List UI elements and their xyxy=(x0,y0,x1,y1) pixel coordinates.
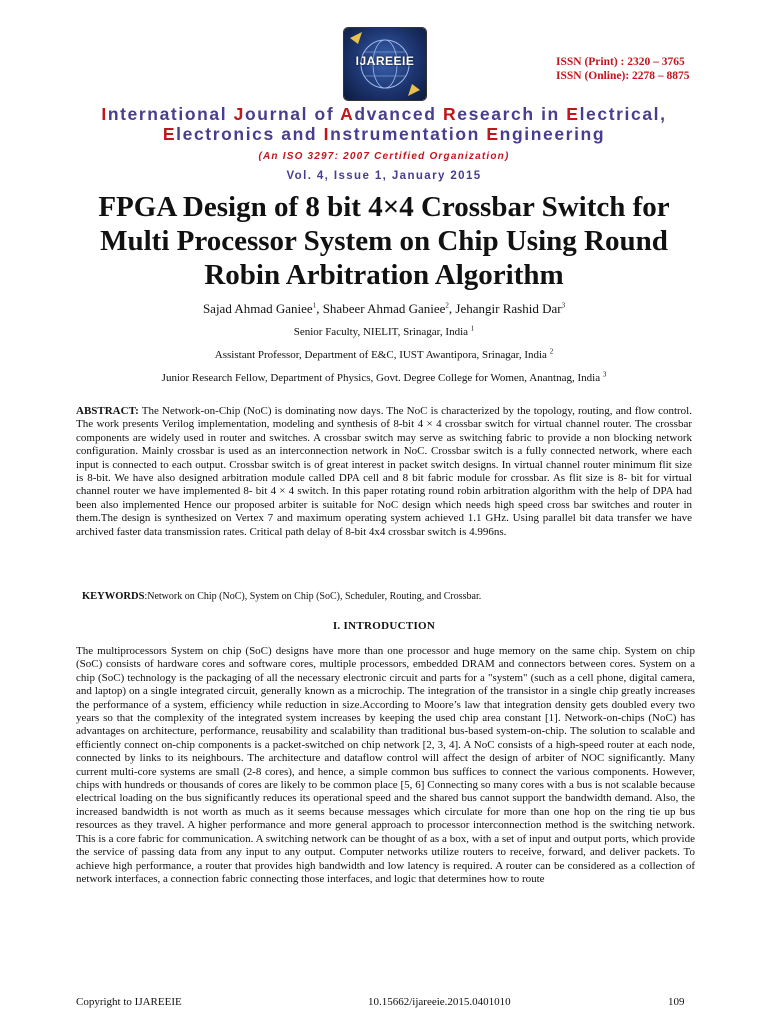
paper-title-line: FPGA Design of 8 bit 4×4 Crossbar Switch for xyxy=(98,191,670,223)
keywords xyxy=(82,591,698,603)
paper-title-line: Multi Processor System on Chip Using Round xyxy=(100,225,668,257)
issn-block xyxy=(556,55,756,83)
organization-note: (An ISO 3297: 2007 Certified Organization) xyxy=(258,151,510,162)
journal-title-initial: I xyxy=(323,124,331,144)
page-number: 109 xyxy=(668,996,685,1008)
author-name: Sajad Ahmad Ganiee xyxy=(202,301,313,316)
affiliation-superscript: 2 xyxy=(549,347,554,356)
affiliation-superscript: 1 xyxy=(470,324,475,333)
journal-title-word: lectronics and xyxy=(176,124,324,144)
logo-lettering: IJAREEIE xyxy=(355,54,415,68)
abstract-text: The Network-on-Chip (NoC) is dominating now days. The NoC is characterized by the topology, routing, and flow control. The work presents Verilog implementation, modeling and synthesis of 8-bit 4 × 4 crossbar switch for virtual channel router. The crossbar components are widely used in router and switches. A crossbar switch may serve as switching fabric to provide a non blocking network configuration. Mainly crossbar is used as an interconnection network in NoC. Crossbar switch is a fully connected network, where each input is connected to each output. Crossbar switch is of great interest in packet switch designs. In virtual channel router minimum flit size is 8-bit. We have also designed arbitration module called DPA cell and 8 bit fabric module for crossbar. As flit size is 8- bit for virtual channel router we have implemented 8- bit 4 × 4 switch. In this paper rotating round robin arbitration algorithm with the help of DPA had been also implemented Hence our proposed arbiter is suitable for NoC design which needs high speed cross bar switches and router in them.The design is synthesized on Vertex 7 and maximum operating system achieved 1.1 GHz. Using parallel bit data transfer we have archived faster data transmission rates. Critical path delay of 8-bit 4x4 crossbar switch is 4.996ns. xyxy=(76,405,692,538)
journal-title-word: nstrumentation xyxy=(330,124,487,144)
journal-title-word: ngineering xyxy=(499,124,606,144)
issn-online: ISSN (Online): 2278 – 8875 xyxy=(556,70,690,82)
paper-title-line: Robin Arbitration Algorithm xyxy=(204,259,564,291)
author-superscript: 3 xyxy=(561,301,566,310)
journal-title-word: esearch in xyxy=(457,104,567,124)
author-name: Shabeer Ahmad Ganiee xyxy=(322,301,446,316)
author-separator: , xyxy=(316,301,323,316)
affiliation xyxy=(40,371,728,385)
journal-title-word: nternational xyxy=(107,104,234,124)
affiliation-text: Junior Research Fellow, Department of Physics, Govt. Degree College for Women, Anantnag, India xyxy=(161,372,603,384)
keywords-text: :Network on Chip (NoC), System on Chip (SoC), Scheduler, Routing, and Crossbar. xyxy=(144,591,482,602)
journal-title-initial: E xyxy=(486,124,500,144)
introduction-paragraph: The multiprocessors System on chip (SoC) designs have more than one processor and huge memory on the same chip. System on chip (SoC) consists of hardware cores and software cores, multiple processors, embedded DRAM and connectors between cores. System on a chip (SoC) technology is the packaging of all the necessary electronic circuit and parts for a "system" (such as a cell phone, digital camera, and laptop) on a single integrated circuit, generally known as a microchip. The integration of the transistor in a single chip greatly increases the performance of a system, efficiency while reduction in size.According to Moore’s law that integration density gets doubled every two years so that the complexity of the integrated system increases by keeping the used chip area constant [1]. Network-on-chips (NoC) has advantages on architecture, performance, reusability and scalability than traditional bus-based system-on-chip. The solution to scalable and efficiently connect on-chip components is a packet-switched on chip network [2, 3, 4]. A NoC consists of a high-speed router at each node, connected by links to its neighbours. The architecture and dataflow control will affect the design of arbiter of NOC significantly. Many current multi-core systems are small (2-8 cores), and hence, a simple common bus suffices to connect the various components. However, chips with hundreds or thousands of cores are likely to be common place [5, 6] Connecting so many cores with a bus is not scalable because electrical loading on the bus significantly reduces its operational speed and the shared bus cannot support the bandwidth demand. Also, the increased bandwidth is not worth as much as it seems because messages which circulate for more than one hop on the ring tie up bus resources as they travel. A higher performance and more general approach to processor interconnection method is the switching network. This is a core fabric for communication. A switching network can be thought of as a box, with a set of input and output ports, which provide the service of passing data from any input to any output. Computer networks utilize routers to receive, forward, and deliver packets. To achieve high performance, a router that provides high bandwidth and low latency is required. A router can be considered as a collection of network interfaces, a connection fabric connecting those interfaces, and logic that determines how to route xyxy=(76,645,695,885)
author-name: Jehangir Rashid Dar xyxy=(455,301,562,316)
journal-logo xyxy=(344,28,426,100)
footer-copyright: Copyright to IJAREEIE xyxy=(76,996,182,1008)
author-superscript: 2 xyxy=(445,301,449,310)
journal-title-initial: R xyxy=(443,104,458,124)
journal-title-line-2 xyxy=(60,124,708,145)
author-superscript: 1 xyxy=(312,301,317,310)
footer-doi: 10.15662/ijareeie.2015.0401010 xyxy=(368,996,511,1008)
affiliation-text: Assistant Professor, Department of E&C, IUST Awantipora, Srinagar, India xyxy=(214,349,550,361)
author-list xyxy=(40,301,728,317)
journal-title-initial: I xyxy=(101,104,108,124)
journal-title-word: ournal of xyxy=(245,104,341,124)
issn-print: ISSN (Print) : 2320 – 3765 xyxy=(556,56,685,68)
author-separator: , xyxy=(448,301,456,316)
keywords-label: KEYWORDS xyxy=(82,591,145,602)
journal-title-initial: E xyxy=(566,104,580,124)
journal-title-initial: A xyxy=(340,104,355,124)
affiliation xyxy=(40,325,728,339)
journal-title-initial: E xyxy=(162,124,177,144)
journal-title-word: dvanced xyxy=(354,104,443,124)
journal-title-line-1 xyxy=(60,104,708,125)
affiliation xyxy=(40,348,728,362)
section-heading: I. INTRODUCTION xyxy=(332,620,436,632)
journal-title-word: lectrical, xyxy=(579,104,667,124)
affiliation-superscript: 3 xyxy=(602,370,607,379)
affiliation-text: Senior Faculty, NIELIT, Srinagar, India xyxy=(293,326,471,338)
volume-issue: Vol. 4, Issue 1, January 2015 xyxy=(286,170,482,182)
abstract-label: ABSTRACT: xyxy=(76,405,139,417)
paper-title xyxy=(40,190,728,292)
journal-title-initial: J xyxy=(233,104,245,124)
abstract xyxy=(76,405,692,539)
